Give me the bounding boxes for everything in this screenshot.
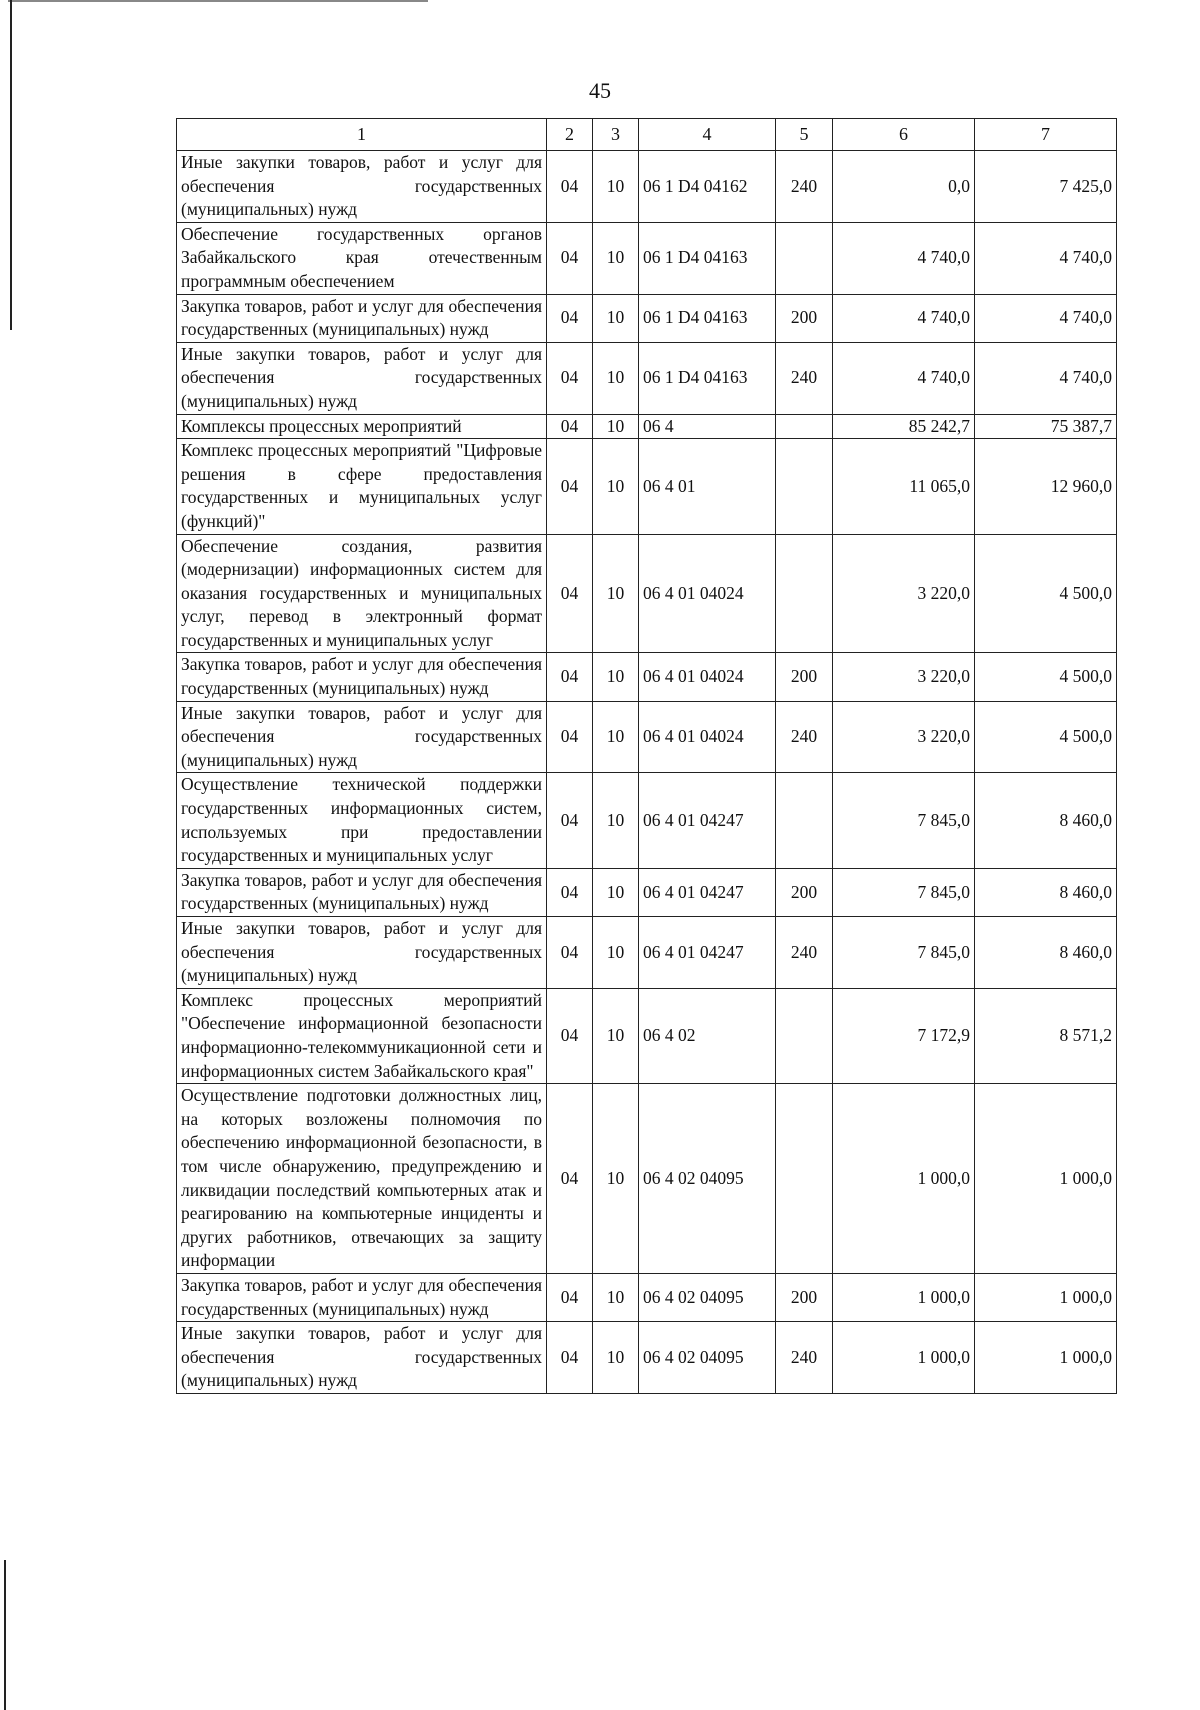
table-row — [177, 988, 1117, 1083]
table-row — [177, 294, 1117, 342]
cell-section: 04 — [547, 917, 593, 989]
cell-section: 04 — [547, 1322, 593, 1394]
cell-subsection: 10 — [593, 917, 639, 989]
cell-name: Иные закупки товаров, работ и услуг для обеспечения государственных (муниципальных) нужд — [177, 1322, 547, 1394]
cell-target-article: 06 4 01 — [639, 439, 776, 534]
cell-subsection: 10 — [593, 294, 639, 342]
cell-subsection: 10 — [593, 534, 639, 653]
cell-subsection: 10 — [593, 653, 639, 701]
cell-name: Закупка товаров, работ и услуг для обеспечения государственных (муниципальных) нужд — [177, 653, 547, 701]
table-row — [177, 414, 1117, 439]
header-row — [177, 119, 1117, 151]
cell-section: 04 — [547, 534, 593, 653]
cell-amount-year-1: 3 220,0 — [833, 534, 975, 653]
cell-section: 04 — [547, 701, 593, 773]
page-number: 45 — [589, 78, 611, 103]
cell-target-article: 06 1 D4 04163 — [639, 342, 776, 414]
cell-target-article: 06 4 02 04095 — [639, 1273, 776, 1321]
cell-section: 04 — [547, 342, 593, 414]
cell-section: 04 — [547, 414, 593, 439]
cell-amount-year-1: 1 000,0 — [833, 1084, 975, 1274]
cell-target-article: 06 4 01 04024 — [639, 534, 776, 653]
cell-amount-year-1: 11 065,0 — [833, 439, 975, 534]
cell-amount-year-2: 12 960,0 — [975, 439, 1117, 534]
cell-expense-type: 240 — [776, 917, 833, 989]
cell-amount-year-2: 4 740,0 — [975, 342, 1117, 414]
cell-section: 04 — [547, 439, 593, 534]
cell-subsection: 10 — [593, 1273, 639, 1321]
cell-name: Комплекс процессных мероприятий "Обеспечение информационной безопасности информационно-телекоммуникационной сети и информационных систем Забайкальского края" — [177, 988, 547, 1083]
cell-amount-year-1: 3 220,0 — [833, 653, 975, 701]
cell-subsection: 10 — [593, 151, 639, 223]
scan-edge-mark-top — [8, 0, 428, 2]
header-col-3: 3 — [593, 119, 639, 151]
cell-name: Иные закупки товаров, работ и услуг для обеспечения государственных (муниципальных) нужд — [177, 342, 547, 414]
cell-subsection: 10 — [593, 988, 639, 1083]
header-col-2: 2 — [547, 119, 593, 151]
cell-name: Иные закупки товаров, работ и услуг для обеспечения государственных (муниципальных) нужд — [177, 917, 547, 989]
cell-expense-type: 240 — [776, 151, 833, 223]
table-row — [177, 439, 1117, 534]
cell-amount-year-2: 4 500,0 — [975, 534, 1117, 653]
cell-expense-type: 200 — [776, 1273, 833, 1321]
cell-amount-year-1: 85 242,7 — [833, 414, 975, 439]
table-row — [177, 1273, 1117, 1321]
cell-name: Осуществление технической поддержки государственных информационных систем, используемых при предоставлении государственных и муниципальных услуг — [177, 773, 547, 868]
cell-amount-year-2: 4 500,0 — [975, 701, 1117, 773]
cell-amount-year-1: 4 740,0 — [833, 222, 975, 294]
table-row — [177, 917, 1117, 989]
cell-expense-type — [776, 534, 833, 653]
cell-name: Иные закупки товаров, работ и услуг для обеспечения государственных (муниципальных) нужд — [177, 701, 547, 773]
cell-section: 04 — [547, 773, 593, 868]
cell-expense-type — [776, 222, 833, 294]
cell-expense-type — [776, 1084, 833, 1274]
cell-amount-year-2: 1 000,0 — [975, 1273, 1117, 1321]
cell-name: Закупка товаров, работ и услуг для обеспечения государственных (муниципальных) нужд — [177, 294, 547, 342]
header-col-1: 1 — [177, 119, 547, 151]
cell-amount-year-2: 1 000,0 — [975, 1084, 1117, 1274]
cell-amount-year-2: 8 460,0 — [975, 773, 1117, 868]
table-row — [177, 653, 1117, 701]
header-col-5: 5 — [776, 119, 833, 151]
cell-amount-year-2: 4 500,0 — [975, 653, 1117, 701]
header-col-6: 6 — [833, 119, 975, 151]
cell-expense-type — [776, 773, 833, 868]
cell-amount-year-2: 8 460,0 — [975, 868, 1117, 916]
cell-amount-year-1: 7 845,0 — [833, 868, 975, 916]
cell-name: Обеспечение создания, развития (модернизации) информационных систем для оказания государственных и муниципальных услуг, перевод в электронный формат государственных и муниципальных услуг — [177, 534, 547, 653]
cell-expense-type — [776, 439, 833, 534]
cell-target-article: 06 4 01 04247 — [639, 773, 776, 868]
cell-amount-year-1: 7 845,0 — [833, 773, 975, 868]
cell-amount-year-1: 3 220,0 — [833, 701, 975, 773]
scan-edge-mark-left-lower — [4, 1560, 6, 1710]
cell-target-article: 06 1 D4 04163 — [639, 294, 776, 342]
cell-expense-type: 200 — [776, 294, 833, 342]
cell-subsection: 10 — [593, 439, 639, 534]
cell-amount-year-2: 4 740,0 — [975, 222, 1117, 294]
cell-amount-year-1: 1 000,0 — [833, 1273, 975, 1321]
cell-amount-year-2: 8 460,0 — [975, 917, 1117, 989]
cell-expense-type — [776, 988, 833, 1083]
cell-expense-type: 200 — [776, 868, 833, 916]
cell-section: 04 — [547, 151, 593, 223]
table-row — [177, 222, 1117, 294]
cell-amount-year-1: 1 000,0 — [833, 1322, 975, 1394]
table-row — [177, 534, 1117, 653]
cell-subsection: 10 — [593, 1322, 639, 1394]
cell-target-article: 06 4 02 04095 — [639, 1084, 776, 1274]
table-row — [177, 342, 1117, 414]
cell-section: 04 — [547, 1273, 593, 1321]
cell-target-article: 06 4 02 — [639, 988, 776, 1083]
cell-subsection: 10 — [593, 1084, 639, 1274]
scan-edge-mark-left — [10, 0, 12, 330]
cell-target-article: 06 1 D4 04162 — [639, 151, 776, 223]
cell-name: Комплексы процессных мероприятий — [177, 414, 547, 439]
cell-name: Закупка товаров, работ и услуг для обеспечения государственных (муниципальных) нужд — [177, 1273, 547, 1321]
cell-section: 04 — [547, 294, 593, 342]
cell-expense-type — [776, 414, 833, 439]
cell-amount-year-2: 7 425,0 — [975, 151, 1117, 223]
cell-amount-year-1: 0,0 — [833, 151, 975, 223]
cell-subsection: 10 — [593, 222, 639, 294]
budget-table — [176, 118, 1117, 1394]
cell-name: Закупка товаров, работ и услуг для обеспечения государственных (муниципальных) нужд — [177, 868, 547, 916]
table-body — [177, 151, 1117, 1394]
cell-amount-year-1: 7 845,0 — [833, 917, 975, 989]
cell-expense-type: 240 — [776, 701, 833, 773]
cell-name: Обеспечение государственных органов Забайкальского края отечественным программным обеспечением — [177, 222, 547, 294]
cell-subsection: 10 — [593, 342, 639, 414]
cell-expense-type: 240 — [776, 342, 833, 414]
cell-target-article: 06 4 02 04095 — [639, 1322, 776, 1394]
header-col-4: 4 — [639, 119, 776, 151]
table-row — [177, 151, 1117, 223]
cell-target-article: 06 4 01 04024 — [639, 653, 776, 701]
table-header — [177, 119, 1117, 151]
header-col-7: 7 — [975, 119, 1117, 151]
cell-amount-year-1: 7 172,9 — [833, 988, 975, 1083]
cell-section: 04 — [547, 868, 593, 916]
table-row — [177, 701, 1117, 773]
table-row — [177, 1322, 1117, 1394]
cell-subsection: 10 — [593, 773, 639, 868]
cell-amount-year-1: 4 740,0 — [833, 294, 975, 342]
cell-target-article: 06 4 01 04247 — [639, 917, 776, 989]
cell-amount-year-2: 1 000,0 — [975, 1322, 1117, 1394]
cell-subsection: 10 — [593, 414, 639, 439]
cell-target-article: 06 1 D4 04163 — [639, 222, 776, 294]
cell-section: 04 — [547, 988, 593, 1083]
table-row — [177, 773, 1117, 868]
cell-target-article: 06 4 — [639, 414, 776, 439]
cell-amount-year-1: 4 740,0 — [833, 342, 975, 414]
cell-section: 04 — [547, 222, 593, 294]
cell-subsection: 10 — [593, 868, 639, 916]
cell-section: 04 — [547, 1084, 593, 1274]
cell-name: Осуществление подготовки должностных лиц, на которых возложены полномочия по обеспечению информационной безопасности, в том числе обнаружению, предупреждению и ликвидации последствий компьютерных атак и реагированию на компьютерные инциденты и других работников, отвечающих за защиту информации — [177, 1084, 547, 1274]
cell-expense-type: 200 — [776, 653, 833, 701]
cell-name: Комплекс процессных мероприятий "Цифровые решения в сфере предоставления государственных и муниципальных услуг (функций)" — [177, 439, 547, 534]
cell-amount-year-2: 8 571,2 — [975, 988, 1117, 1083]
cell-target-article: 06 4 01 04024 — [639, 701, 776, 773]
cell-amount-year-2: 75 387,7 — [975, 414, 1117, 439]
cell-expense-type: 240 — [776, 1322, 833, 1394]
table-row — [177, 1084, 1117, 1274]
cell-name: Иные закупки товаров, работ и услуг для обеспечения государственных (муниципальных) нужд — [177, 151, 547, 223]
cell-amount-year-2: 4 740,0 — [975, 294, 1117, 342]
cell-section: 04 — [547, 653, 593, 701]
cell-target-article: 06 4 01 04247 — [639, 868, 776, 916]
table-row — [177, 868, 1117, 916]
cell-subsection: 10 — [593, 701, 639, 773]
